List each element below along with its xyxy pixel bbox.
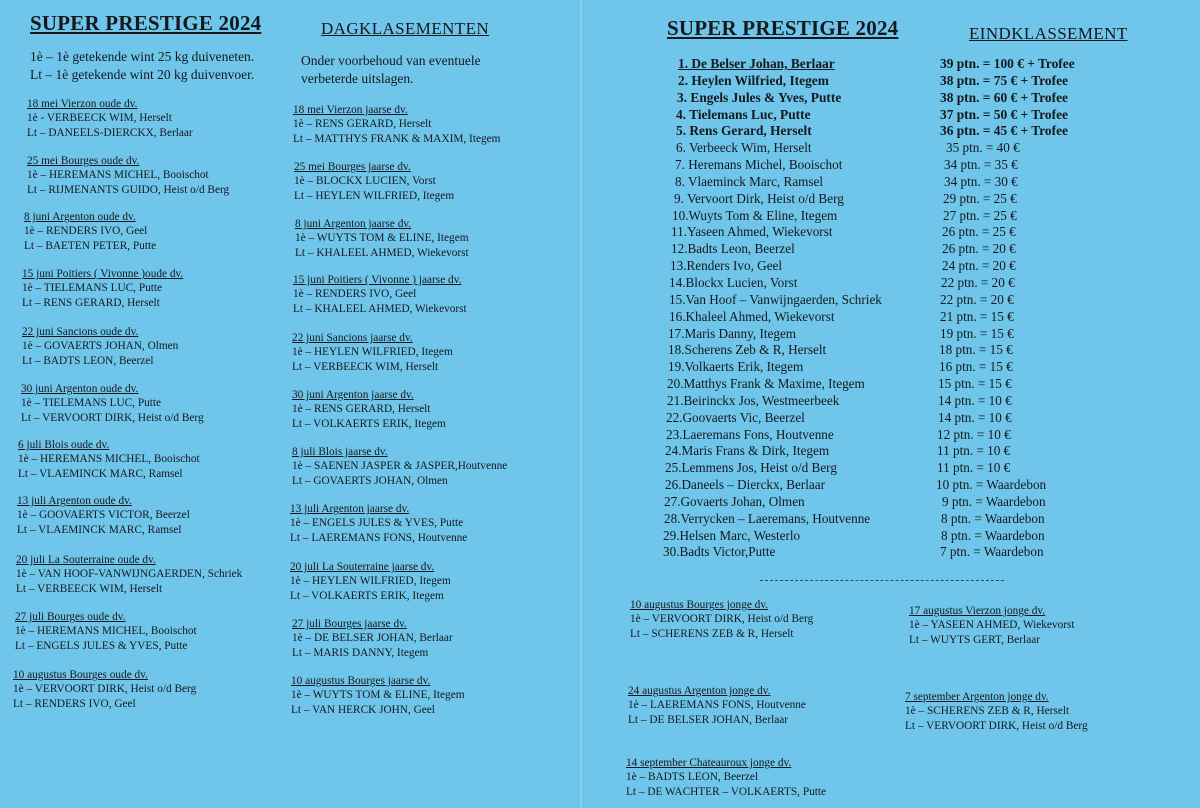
ranking-points: 21 ptn. = 15 € [940, 308, 1014, 324]
ranking-name: 5. Rens Gerard, Herselt [676, 123, 812, 139]
ranking-name: 19.Volkaerts Erik, Itegem [668, 359, 804, 375]
race-winner: 1è – SAENEN JASPER & JASPER,Houtvenne [292, 460, 508, 473]
race-winner: 1è – VAN HOOF-VANWIJNGAERDEN, Schriek [16, 568, 243, 581]
race-winner: 1è – SCHERENS ZEB & R, Herselt [905, 705, 1070, 718]
race-block [13, 668, 196, 711]
race-winner: 1è – GOVAERTS JOHAN, Olmen [22, 340, 179, 353]
race-block [626, 756, 826, 799]
ranking-points: 7 ptn. = Waardebon [940, 544, 1044, 560]
race-last: Lt – VERBEECK WIM, Herselt [292, 360, 439, 373]
race-winner: 1è – RENDERS IVO, Geel [24, 225, 148, 238]
ranking-name: 6. Verbeeck Wim, Herselt [676, 140, 812, 156]
race-heading: 30 juni Argenton jaarse dv. [292, 389, 414, 401]
disclaimer-line: Onder voorbehoud van eventuele [301, 53, 481, 68]
race-block [294, 160, 454, 203]
page-fold [578, 0, 584, 808]
race-last: Lt – KHALEEL AHMED, Wiekevorst [293, 302, 467, 315]
race-block [905, 690, 1088, 733]
race-heading: 14 september Chateauroux jonge dv. [626, 757, 792, 769]
ranking-points: 35 ptn. = 40 € [946, 140, 1020, 156]
ranking-name: 2. Heylen Wilfried, Itegem [678, 72, 829, 88]
ranking-name: 15.Van Hoof – Vanwijngaerden, Schriek [669, 291, 882, 307]
ranking-name: 23.Laeremans Fons, Houtvenne [666, 426, 834, 442]
race-block [630, 598, 813, 641]
race-winner: 1è – VERVOORT DIRK, Heist o/d Berg [13, 683, 197, 696]
race-heading: 30 juni Argenton oude dv. [21, 383, 139, 395]
race-last: Lt – VERVOORT DIRK, Heist o/d Berg [21, 411, 204, 424]
race-winner: 1è – WUYTS TOM & ELINE, Itegem [291, 689, 465, 702]
ranking-points: 15 ptn. = 15 € [938, 376, 1012, 392]
race-winner: 1è – RENS GERARD, Herselt [293, 118, 432, 131]
ranking-name: 29.Helsen Marc, Westerlo [663, 527, 801, 543]
ranking-points: 11 ptn. = 10 € [937, 443, 1011, 459]
daily-rankings-heading: DAGKLASEMENTEN [321, 19, 490, 38]
race-heading: 6 juli Blois oude dv. [18, 439, 110, 451]
ranking-name: 26.Daneels – Dierckx, Berlaar [665, 477, 826, 493]
ranking-points: 14 ptn. = 10 € [938, 392, 1012, 408]
race-heading: 27 juli Bourges jaarse dv. [292, 618, 407, 630]
race-heading: 8 juni Argenton jaarse dv. [295, 218, 412, 230]
ranking-points: 10 ptn. = Waardebon [936, 477, 1047, 493]
ranking-points: 11 ptn. = 10 € [937, 460, 1011, 476]
race-last: Lt – RENS GERARD, Herselt [22, 296, 160, 309]
race-last: Lt – GOVAERTS JOHAN, Olmen [292, 474, 448, 487]
race-last: Lt – VAN HERCK JOHN, Geel [291, 703, 435, 716]
race-winner: 1è – LAEREMANS FONS, Houtvenne [628, 699, 806, 712]
race-winner: 1è – YASEEN AHMED, Wiekevorst [909, 619, 1075, 632]
ranking-points: 14 ptn. = 10 € [938, 409, 1012, 425]
ranking-points: 34 ptn. = 30 € [944, 173, 1018, 189]
race-block [292, 388, 446, 431]
ranking-name: 8. Vlaeminck Marc, Ramsel [675, 173, 824, 189]
race-last: Lt – SCHERENS ZEB & R, Herselt [630, 627, 794, 640]
race-heading: 22 juni Sancions oude dv. [22, 326, 139, 338]
prize-rule-first: 1è – 1è getekende wint 25 kg duiveneten. [30, 49, 255, 64]
race-block [292, 331, 453, 374]
race-heading: 8 juni Argenton oude dv. [24, 211, 136, 223]
race-winner: 1è - VERBEECK WIM, Herselt [27, 112, 172, 125]
ranking-points: 9 ptn. = Waardebon [942, 493, 1046, 509]
race-block [22, 325, 178, 368]
race-block [293, 273, 467, 316]
ranking-points: 8 ptn. = Waardebon [941, 527, 1045, 543]
ranking-name: 12.Badts Leon, Beerzel [671, 241, 795, 257]
ranking-name: 21.Beirinckx Jos, Westmeerbeek [667, 392, 840, 408]
race-block [22, 267, 183, 310]
race-last: Lt – DE BELSER JOHAN, Berlaar [628, 713, 789, 726]
race-winner: 1è – BADTS LEON, Beerzel [626, 771, 759, 784]
race-winner: 1è – HEYLEN WILFRIED, Itegem [292, 346, 453, 359]
race-block [293, 103, 500, 146]
ranking-name: 9. Vervoort Dirk, Heist o/d Berg [674, 190, 844, 206]
ranking-points: 26 ptn. = 25 € [942, 224, 1016, 240]
race-block [292, 617, 453, 660]
race-winner: 1è – TIELEMANS LUC, Putte [22, 282, 163, 295]
ranking-points: 29 ptn. = 25 € [943, 190, 1017, 206]
race-last: Lt – VLAEMINCK MARC, Ramsel [17, 523, 182, 536]
race-winner: 1è – HEYLEN WILFRIED, Itegem [290, 575, 451, 588]
race-heading: 13 juli Argenton jaarse dv. [290, 503, 410, 515]
race-heading: 22 juni Sancions jaarse dv. [292, 332, 413, 344]
ranking-name: 28.Verrycken – Laeremans, Houtvenne [664, 510, 871, 526]
race-last: Lt – RENDERS IVO, Geel [13, 697, 136, 710]
race-heading: 27 juli Bourges oude dv. [15, 611, 126, 623]
race-winner: 1è – VERVOORT DIRK, Heist o/d Berg [630, 613, 814, 626]
race-last: Lt – MATTHYS FRANK & MAXIM, Itegem [293, 132, 501, 145]
race-last: Lt – VERVOORT DIRK, Heist o/d Berg [905, 719, 1088, 732]
race-winner: 1è – DE BELSER JOHAN, Berlaar [292, 632, 453, 645]
race-last: Lt – VERBEECK WIM, Herselt [16, 582, 163, 595]
race-block [27, 154, 229, 197]
race-last: Lt – DE WACHTER – VOLKAERTS, Putte [626, 785, 827, 798]
ranking-name: 18.Scherens Zeb & R, Herselt [668, 342, 827, 358]
ranking-points: 37 ptn. = 50 € + Trofee [940, 106, 1068, 122]
race-winner: 1è – RENDERS IVO, Geel [293, 288, 417, 301]
ranking-points: 24 ptn. = 20 € [942, 258, 1016, 274]
ranking-points: 27 ptn. = 25 € [943, 207, 1017, 223]
race-last: Lt – VOLKAERTS ERIK, Itegem [290, 589, 444, 602]
ranking-points: 34 ptn. = 35 € [944, 157, 1018, 173]
ranking-name: 25.Lemmens Jos, Heist o/d Berg [665, 460, 837, 476]
disclaimer [301, 52, 481, 88]
race-heading: 18 mei Vierzon jaarse dv. [293, 104, 408, 116]
race-block [27, 97, 193, 140]
race-heading: 15 juni Poitiers ( Vivonne ) jaarse dv. [293, 274, 462, 286]
right-page-title: SUPER PRESTIGE 2024 [667, 16, 899, 40]
ranking-name: 13.Renders Ivo, Geel [670, 258, 783, 274]
race-winner: 1è – ENGELS JULES & YVES, Putte [290, 517, 464, 530]
race-heading: 10 augustus Bourges jonge dv. [630, 599, 769, 611]
ranking-points: 8 ptn. = Waardebon [941, 510, 1045, 526]
race-heading: 15 juni Poitiers ( Vivonne )oude dv. [22, 268, 184, 280]
race-winner: 1è – BLOCKX LUCIEN, Vorst [294, 175, 436, 188]
race-heading: 17 augustus Vierzon jonge dv. [909, 605, 1046, 617]
race-heading: 18 mei Vierzon oude dv. [27, 98, 138, 110]
race-winner: 1è – WUYTS TOM & ELINE, Itegem [295, 232, 469, 245]
final-ranking-heading: EINDKLASSEMENT [969, 24, 1128, 43]
race-block [21, 382, 204, 425]
race-block [291, 674, 465, 717]
race-last: Lt – WUYTS GERT, Berlaar [909, 633, 1040, 646]
race-last: Lt – KHALEEL AHMED, Wiekevorst [295, 246, 469, 259]
race-heading: 20 juli La Souterraine jaarse dv. [290, 561, 435, 573]
race-last: Lt – RIJMENANTS GUIDO, Heist o/d Berg [27, 183, 230, 196]
race-winner: 1è – HEREMANS MICHEL, Booischot [18, 453, 200, 466]
disclaimer-line: verbeterde uitslagen. [301, 71, 414, 86]
ranking-name: 22.Goovaerts Vic, Beerzel [666, 409, 805, 425]
ranking-name: 30.Badts Victor,Putte [663, 544, 776, 560]
left-page-title: SUPER PRESTIGE 2024 [30, 11, 262, 35]
race-last: Lt – HEYLEN WILFRIED, Itegem [294, 189, 455, 202]
ranking-name: 14.Blockx Lucien, Vorst [669, 274, 798, 290]
ranking-points: 19 ptn. = 15 € [940, 325, 1014, 341]
race-block [24, 210, 156, 253]
race-heading: 25 mei Bourges oude dv. [27, 155, 140, 167]
ranking-name: 7. Heremans Michel, Booischot [675, 157, 843, 173]
prize-rule-last: Lt – 1è getekende wint 20 kg duivenvoer. [30, 67, 255, 82]
race-block [295, 217, 469, 260]
race-block [628, 684, 806, 727]
ranking-name: 17.Maris Danny, Itegem [668, 325, 797, 341]
race-winner: 1è – RENS GERARD, Herselt [292, 403, 431, 416]
ranking-points: 22 ptn. = 20 € [941, 274, 1015, 290]
ranking-name: 1. De Belser Johan, Berlaar [678, 56, 835, 71]
race-block [15, 610, 197, 653]
race-heading: 13 juli Argenton oude dv. [17, 495, 132, 507]
ranking-name: 4. Tielemans Luc, Putte [676, 106, 811, 122]
ranking-points: 38 ptn. = 60 € + Trofee [940, 89, 1068, 105]
ranking-name: 27.Govaerts Johan, Olmen [664, 493, 805, 509]
race-winner: 1è – TIELEMANS LUC, Putte [21, 397, 162, 410]
race-last: Lt – VOLKAERTS ERIK, Itegem [292, 417, 446, 430]
race-heading: 20 juli La Souterraine oude dv. [16, 554, 156, 566]
ranking-points: 36 ptn. = 45 € + Trofee [940, 123, 1068, 139]
ranking-name: 16.Khaleel Ahmed, Wiekevorst [669, 308, 835, 324]
prize-rules [30, 48, 254, 84]
ranking-name: 3. Engels Jules & Yves, Putte [677, 89, 842, 105]
race-last: Lt – ENGELS JULES & YVES, Putte [15, 639, 188, 652]
race-last: Lt – DANEELS-DIERCKX, Berlaar [27, 126, 193, 139]
race-block [18, 438, 200, 481]
section-divider [760, 580, 1004, 581]
race-winner: 1è – GOOVAERTS VICTOR, Beerzel [17, 509, 190, 522]
race-last: Lt – BAETEN PETER, Putte [24, 239, 157, 252]
race-last: Lt – MARIS DANNY, Itegem [292, 646, 429, 659]
race-heading: 7 september Argenton jonge dv. [905, 691, 1049, 703]
race-block [290, 560, 451, 603]
race-heading: 25 mei Bourges jaarse dv. [294, 161, 411, 173]
ranking-points: 26 ptn. = 20 € [942, 241, 1016, 257]
ranking-name: 24.Maris Frans & Dirk, Itegem [665, 443, 830, 459]
race-heading: 10 augustus Bourges jaarse dv. [291, 675, 431, 687]
race-last: Lt – LAEREMANS FONS, Houtvenne [290, 531, 468, 544]
ranking-points: 38 ptn. = 75 € + Trofee [940, 72, 1068, 88]
race-block [292, 445, 507, 488]
race-block [290, 502, 467, 545]
race-last: Lt – VLAEMINCK MARC, Ramsel [18, 467, 183, 480]
race-heading: 24 augustus Argenton jonge dv. [628, 685, 771, 697]
ranking-points: 16 ptn. = 15 € [939, 359, 1013, 375]
race-block [16, 553, 242, 596]
ranking-name: 11.Yaseen Ahmed, Wiekevorst [671, 224, 833, 240]
ranking-points: 39 ptn. = 100 € + Trofee [940, 56, 1075, 71]
race-winner: 1è – HEREMANS MICHEL, Booischot [15, 625, 197, 638]
ranking-name: 20.Matthys Frank & Maxime, Itegem [667, 376, 865, 392]
ranking-points: 18 ptn. = 15 € [939, 342, 1013, 358]
ranking-name: 10.Wuyts Tom & Eline, Itegem [672, 207, 838, 223]
race-block [17, 494, 190, 537]
race-last: Lt – BADTS LEON, Beerzel [22, 354, 154, 367]
race-winner: 1è – HEREMANS MICHEL, Booischot [27, 169, 209, 182]
ranking-points: 22 ptn. = 20 € [940, 291, 1014, 307]
race-block [909, 604, 1075, 647]
race-heading: 10 augustus Bourges oude dv. [13, 669, 148, 681]
race-heading: 8 juli Blois jaarse dv. [292, 446, 388, 458]
ranking-points: 12 ptn. = 10 € [937, 426, 1011, 442]
